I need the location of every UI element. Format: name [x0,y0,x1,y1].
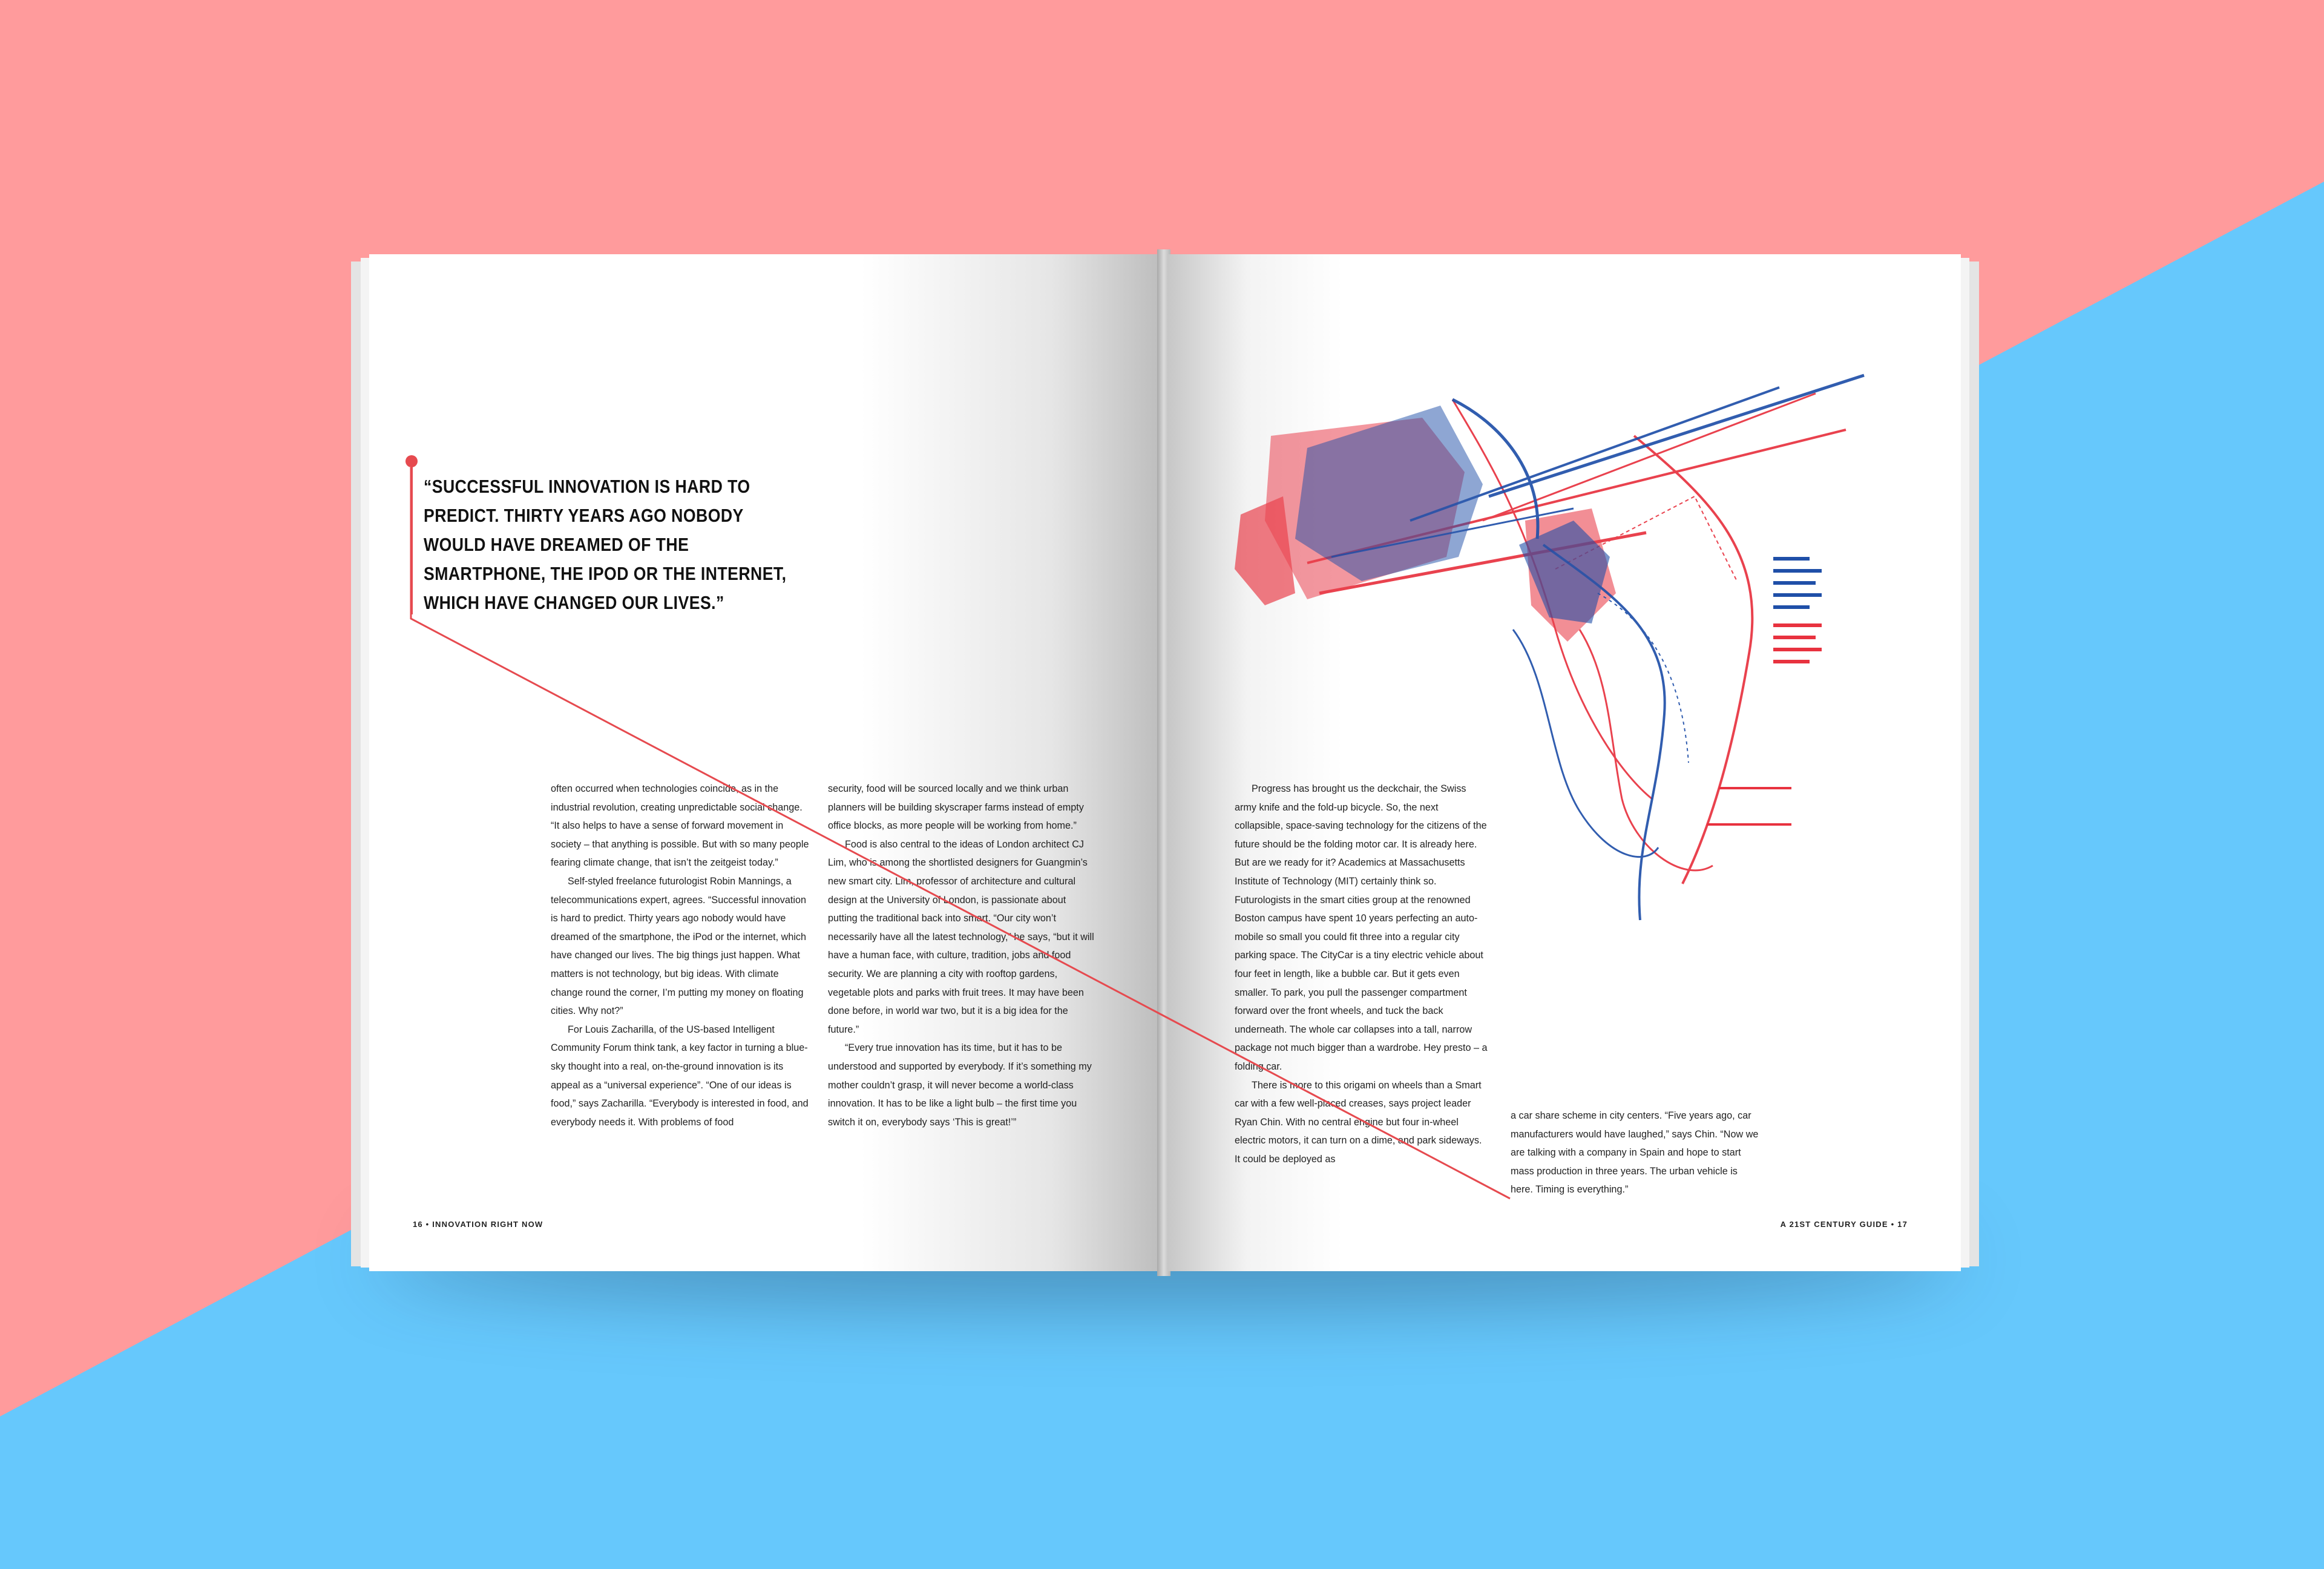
paragraph: There is more to this origami on wheels than a Smart car with a few well-placed creases, says project leader Ryan Chin. With no central engine but four in-wheel electric motors, it can turn on a dime, and park sideways. It could be deployed as [1235,1079,1482,1165]
quote-marker-bar [411,464,413,614]
paragraph: For Louis Zacharilla, of the US-based Intelligent Community Forum think tank, a key factor in turning a blue-sky thought into a real, on-the-ground innovation is its appeal as a “universal experience”. “One of our ideas is food,” says Zacharilla. “Everybody is interested in food, and everybody needs it. With problems of food [551,1024,809,1128]
right-folio: A 21ST CENTURY GUIDE • 17 [1780,1220,1908,1229]
left-column-1 [551,780,812,1131]
paragraph: Food is also central to the ideas of London architect CJ Lim, who is among the shortlisted designers for Guangmin’s new smart city. Lim, professor of architecture and cultural design at the University of London, is passionate about putting the traditional back into smart. “Our city won’t necessarily have all the latest technology,” he says, “but it will have a human face, with culture, tradition, jobs and food security. We are planning a city with rooftop gardens, vegetable plots and parks with fruit trees. It may have been done before, in world war two, but it is a big idea for the future.” [828,838,1094,1035]
paragraph: Self-styled freelance futurologist Robin Mannings, a telecommunications expert, agrees. “Successful innovation is hard to predict. Thirty years ago nobody would have dreamed of the smartphone, the iPod or the internet, which have changed our lives. The big things just happen. What matters is not technology, but big ideas. With climate change round the corner, I’m putting my money on floating cities. Why not?” [551,875,807,1017]
map-legend [1707,557,1822,826]
city-map-illustration [847,339,1888,1005]
paragraph: a car share scheme in city centers. “Five years ago, car manufacturers would have laughed,” says Chin. “Now we are talking with a company in Spain and hope to start mass production in three years. The urban vehicle is here. Timing is everything.” [1511,1110,1759,1196]
pull-quote: “SUCCESSFUL INNOVATION IS HARD TO PREDICT. THIRTY YEARS AGO NOBODY WOULD HAVE DREAMED OF THE SMARTPHONE, THE IPOD OR THE INTERNET, WHICH HAVE CHANGED OUR LIVES.” [424,476,787,613]
paragraph: Progress has brought us the deckchair, the Swiss army knife and the fold-up bicycle. So, the next collapsible, space-saving technology for the citizens of the future should be the folding motor car. It is already here. But are we ready for it? Academics at Massachusetts Institute of Technology (MIT) certainly think so. Futurologists in the smart cities group at the renowned Boston campus have spent 10 years perfecting an auto-mobile so small you could fit three into a regular city parking space. The CityCar is a tiny electric vehicle about four feet in length, like a bubble car. But it gets even smaller. To park, you pull the passenger compartment forward over the front wheels, and tuck the back underneath. The whole car collapses into a tall, narrow package not much bigger than a wardrobe. Hey presto – a folding car. [1235,783,1488,1072]
paragraph: often occurred when technologies coincide, as in the industrial revolution, creating unpredictable social change. “It also helps to have a sense of forward movement in society – that anything is possible. But with so many people fearing climate change, that isn’t the zeitgeist today.” [551,783,809,869]
left-folio: 16 • INNOVATION RIGHT NOW [413,1220,543,1229]
paragraph: “Every true innovation has its time, but it has to be understood and supported by everybody. If it’s something my mother couldn’t grasp, it will never become a world-class innovation. It has to be like a light bulb – the first time you switch it on, everybody says ‘This is great!’” [828,1042,1092,1128]
right-column-2 [1511,1107,1759,1199]
paragraph: security, food will be sourced locally and we think urban planners will be building skyscraper farms instead of empty office blocks, as more people will be working from home.” [828,783,1084,832]
